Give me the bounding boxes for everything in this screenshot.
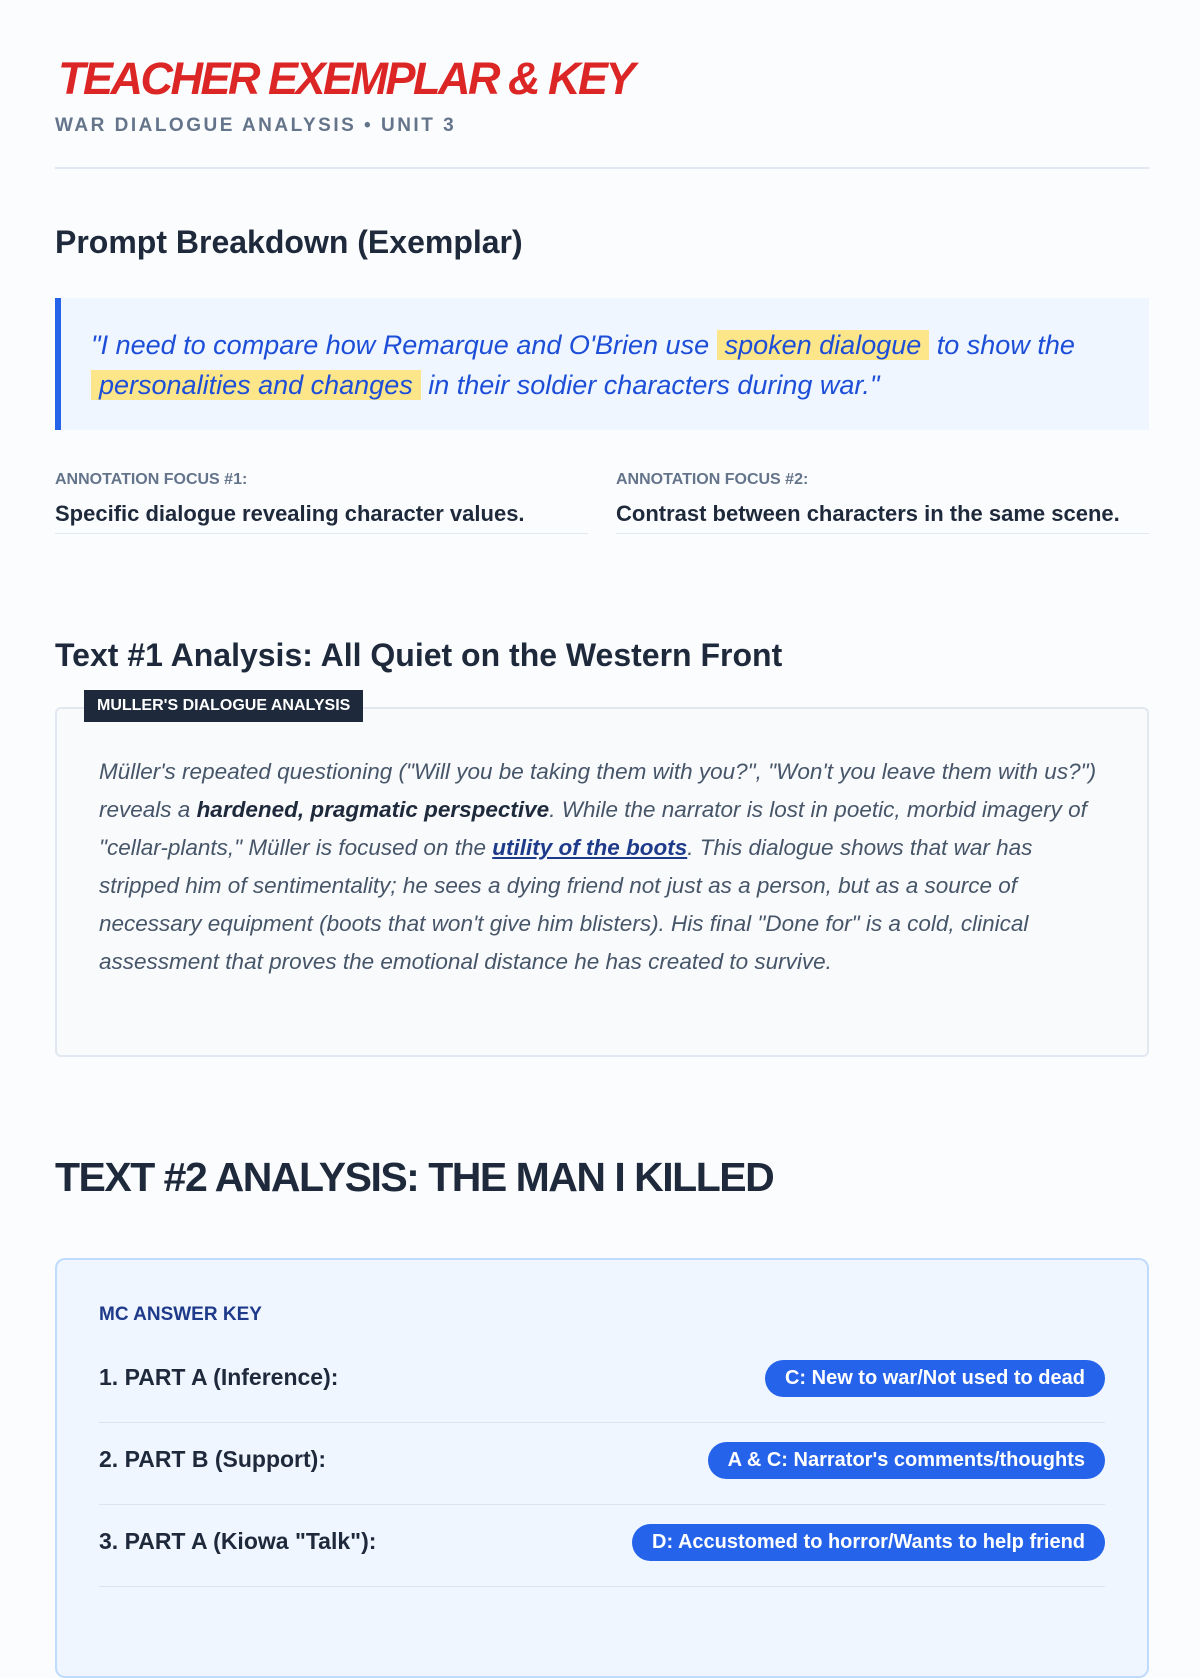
annotation-focus-2 bbox=[616, 471, 1149, 534]
answer-badge: C: New to war/Not used to dead bbox=[765, 1360, 1105, 1397]
quote-text: "I need to compare how Remarque and O'Brien use bbox=[91, 330, 717, 360]
page-subtitle: WAR DIALOGUE ANALYSIS • UNIT 3 bbox=[55, 115, 457, 136]
answer-key-title: MC ANSWER KEY bbox=[99, 1304, 262, 1325]
mc-answer-key bbox=[55, 1258, 1149, 1678]
focus-label: ANNOTATION FOCUS #1: bbox=[55, 471, 248, 488]
header-divider bbox=[55, 167, 1149, 169]
muller-analysis-box bbox=[55, 707, 1149, 1057]
quote-text: in their soldier characters during war." bbox=[420, 370, 880, 400]
focus-label: ANNOTATION FOCUS #2: bbox=[616, 471, 809, 488]
analysis-emphasis-underlined: utility of the boots bbox=[492, 835, 688, 860]
quote-text: to show the bbox=[929, 330, 1075, 360]
analysis-text: . This dialogue shows that war has stripped him of sentimentality; he sees a dying friend not just as a person, but as a source of necessary equipment (boots that won't give him blisters). His final "Done for" is a cold, clinical assessment that proves the emotional distance he has created to survive. bbox=[99, 835, 1033, 974]
answer-badge: D: Accustomed to horror/Wants to help friend bbox=[632, 1524, 1105, 1561]
prompt-quote bbox=[55, 298, 1149, 430]
analysis-text: . While the narrator is lost in poetic, morbid imagery of "cellar-plants," Müller is focused on the bbox=[99, 797, 1087, 860]
answer-question-label: 2. PART B (Support): bbox=[99, 1446, 326, 1472]
annotation-focus-1 bbox=[55, 471, 588, 534]
analysis-text: Müller's repeated questioning ("Will you be taking them with you?", "Won't you leave them with us?") reveals a bbox=[99, 759, 1097, 822]
answer-question-label: 1. PART A (Inference): bbox=[99, 1364, 339, 1390]
quote-highlight: spoken dialogue bbox=[717, 330, 930, 360]
answer-badge: A & C: Narrator's comments/thoughts bbox=[708, 1442, 1105, 1479]
page-title: TEACHER EXEMPLAR & KEY bbox=[58, 53, 634, 104]
text2-heading: TEXT #2 ANALYSIS: THE MAN I KILLED bbox=[55, 1154, 774, 1200]
answer-row bbox=[99, 1340, 1105, 1423]
focus-text: Specific dialogue revealing character values. bbox=[55, 501, 525, 526]
focus-text: Contrast between characters in the same scene. bbox=[616, 501, 1120, 526]
answer-question-label: 3. PART A (Kiowa "Talk"): bbox=[99, 1528, 377, 1554]
muller-analysis-tag: MULLER'S DIALOGUE ANALYSIS bbox=[84, 690, 363, 722]
quote-highlight: personalities and changes bbox=[91, 370, 421, 400]
answer-row bbox=[99, 1422, 1105, 1505]
prompt-breakdown-heading: Prompt Breakdown (Exemplar) bbox=[55, 224, 523, 260]
analysis-emphasis: hardened, pragmatic perspective bbox=[196, 797, 550, 822]
answer-row bbox=[99, 1504, 1105, 1587]
text1-heading: Text #1 Analysis: All Quiet on the Western Front bbox=[55, 637, 783, 673]
